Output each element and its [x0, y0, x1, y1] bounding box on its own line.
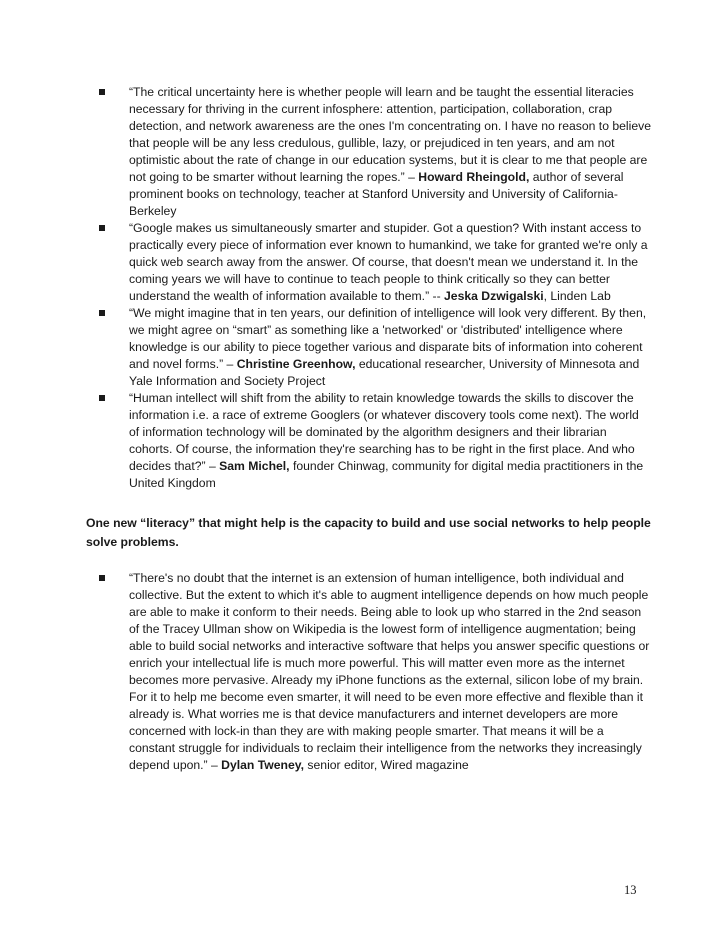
quote-item — [129, 220, 651, 305]
quote-item — [129, 84, 651, 220]
quote-text: “The critical uncertainty here is whether people will learn and be taught the essential literacies necessary for thriving in the current infosphere: attention, participation, collaboration, crap detection, and network awareness are the ones I'm concentrating on. I have no reason to believe that people will be any less credulous, gullible, lazy, or prejudiced in ten years, and am not optimistic about the rate of change in our education systems, but it is clear to me that people are not going to be smarter without learning the ropes.” – — [129, 85, 651, 184]
quote-list-2 — [86, 570, 651, 774]
square-bullet-icon — [99, 225, 105, 231]
quote-affiliation: founder Chinwag, community for digital media practitioners in the United Kingdom — [129, 459, 644, 490]
page-number: 13 — [624, 883, 637, 897]
quote-affiliation: senior editor, Wired magazine — [307, 758, 469, 772]
quote-item — [129, 390, 651, 492]
square-bullet-icon — [99, 89, 105, 95]
section-heading: One new “literacy” that might help is the capacity to build and use social networks to help people solve problems. — [86, 516, 651, 549]
quote-text: “There's no doubt that the internet is an extension of human intelligence, both individual and collective. But the extent to which it's able to augment intelligence depends on how much people are able to make it conform to their needs. Being able to look up who starred in the 2nd season of the Tracey Ullman show on Wikipedia is the lowest form of intelligence augmentation; being able to build social networks and interactive software that helps you answer specific questions or enrich your intellectual life is much more powerful. This will matter even more as the internet becomes more pervasive. Already my iPhone functions as the external, silicon lobe of my brain. For it to help me become even smarter, it will need to be even more effective and flexible than it already is. What worries me is that device manufacturers and internet developers are more concerned with lock-in than they are with making people smarter. That means it will be a constant struggle for individuals to reclaim their intelligence from the networks they increasingly depend upon.” – — [129, 571, 650, 772]
quote-text: “Google makes us simultaneously smarter and stupider. Got a question? With instant access to practically every piece of information ever known to humankind, we take for granted we're only a quick web search away from the answer. Of course, that doesn't mean we understand it. In the coming years we will have to continue to teach people to think critically so they can better understand the wealth of information available to them.” -- — [129, 221, 648, 303]
quote-affiliation: author of several prominent books on technology, teacher at Stanford University and University of California-Berkeley — [129, 170, 624, 218]
quote-author: Howard Rheingold, — [418, 170, 530, 184]
quote-item — [129, 570, 651, 774]
quote-author: Dylan Tweney, — [221, 758, 305, 772]
square-bullet-icon — [99, 395, 105, 401]
quote-text: “We might imagine that in ten years, our definition of intelligence will look very different. By then, we might agree on “smart” as something like a 'networked' or 'distributed' intelligence where knowledge is our ability to piece together various and disparate bits of information into coherent and novel forms.” – — [129, 306, 647, 371]
quote-affiliation: educational researcher, University of Minnesota and Yale Information and Society Project — [129, 357, 640, 388]
square-bullet-icon — [99, 310, 105, 316]
quote-text: “Human intellect will shift from the ability to retain knowledge towards the skills to discover the information i.e. a race of extreme Googlers (or whatever discovery tools come next). The world of information technology will be dominated by the algorithm designers and their librarian cohorts. Of course, the information they're searching has to be right in the first place. And who decides that?” – — [129, 391, 639, 473]
quote-author: Sam Michel, — [219, 459, 290, 473]
square-bullet-icon — [99, 575, 105, 581]
quote-affiliation: , Linden Lab — [543, 289, 611, 303]
quote-author: Jeska Dzwigalski — [444, 289, 544, 303]
quote-author: Christine Greenhow, — [236, 357, 356, 371]
quote-item — [129, 305, 651, 390]
page-content — [86, 84, 651, 774]
quote-list-1 — [86, 84, 651, 492]
